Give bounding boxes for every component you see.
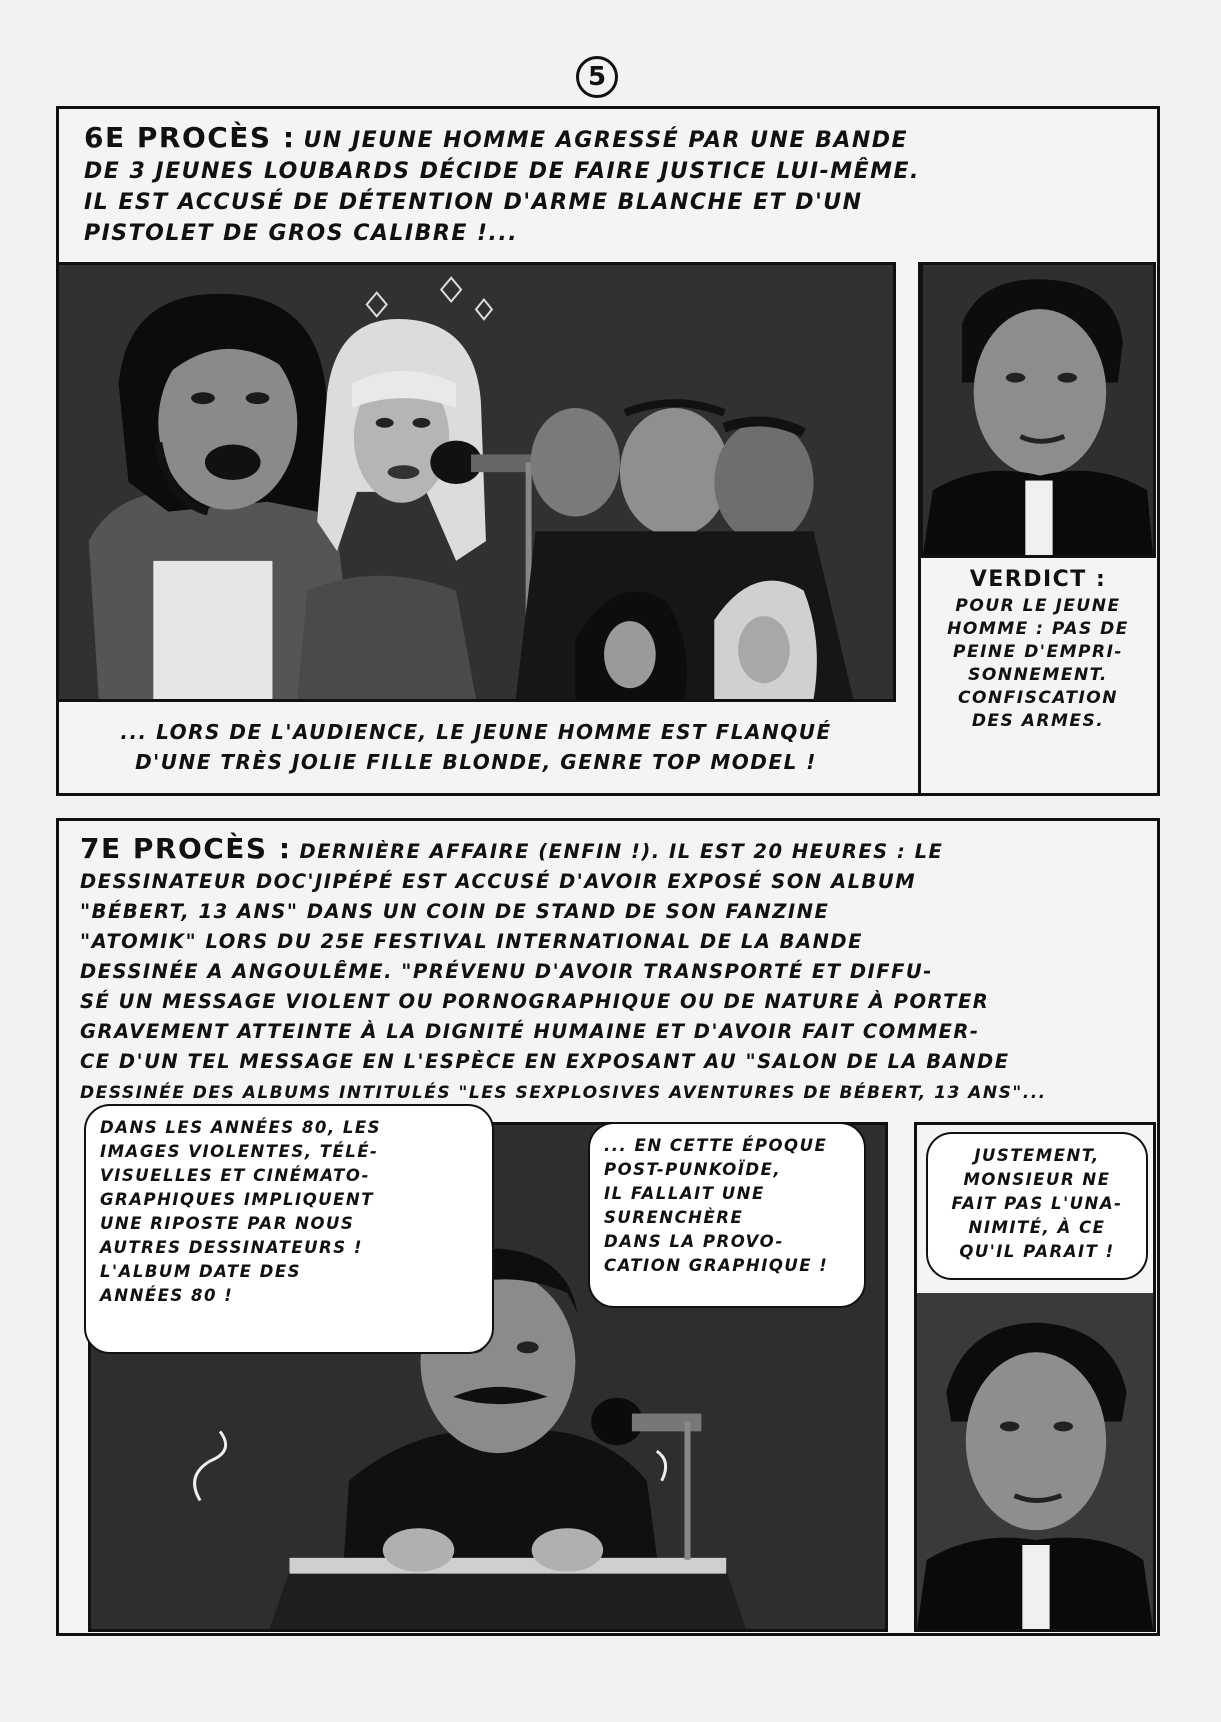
trial-7-line-3: "BÉBERT, 13 ANS" DANS UN COIN DE STAND DE SON FANZINE [80, 900, 830, 923]
trial-6-verdict [920, 558, 1156, 796]
courtroom-crowd-panel [56, 262, 896, 702]
trial-7-label: 7E PROCÈS : [80, 832, 292, 865]
courtroom-crowd-illustration [59, 265, 893, 699]
trial-6-panel-caption [60, 702, 892, 792]
trial-6-line-3: IL EST ACCUSÉ DE DÉTENTION D'ARME BLANCHE ET D'UN [84, 190, 863, 215]
verdict-line-1: POUR LE JEUNE [955, 596, 1121, 616]
bubble-left-line-7: L'ALBUM DATE DES [100, 1262, 301, 1281]
bubble-left-line-3: VISUELLES ET CINÉMATO- [100, 1166, 371, 1185]
trial-6-line-1: UN JEUNE HOMME AGRESSÉ PAR UNE BANDE [303, 128, 909, 153]
verdict-title: VERDICT : [969, 567, 1107, 592]
bubble-right-line-1: JUSTEMENT, [974, 1146, 1100, 1165]
verdict-line-6: DES ARMES. [971, 711, 1105, 731]
bubble-right-line-5: QU'IL PARAIT ! [959, 1242, 1115, 1261]
verdict-line-2: HOMME : PAS DE [947, 619, 1129, 639]
trial-7-line-4: "ATOMIK" LORS DU 25E FESTIVAL INTERNATIONAL DE LA BANDE [80, 930, 863, 953]
verdict-divider [918, 262, 921, 796]
bubble-left-line-1: DANS LES ANNÉES 80, LES [100, 1118, 382, 1137]
speech-bubble-middle [588, 1122, 866, 1308]
trial-7-caption [62, 826, 1156, 1122]
bubble-mid-line-2: POST-PUNKOÏDE, [604, 1160, 782, 1179]
trial-6-line-2: DE 3 JEUNES LOUBARDS DÉCIDE DE FAIRE JUSTICE LUI-MÊME. [84, 159, 920, 184]
trial-6-caption [62, 112, 1152, 262]
bubble-mid-line-5: DANS LA PROVO- [604, 1232, 784, 1251]
bubble-left-line-5: UNE RIPOSTE PAR NOUS [100, 1214, 355, 1233]
bubble-mid-line-1: ... EN CETTE ÉPOQUE [604, 1136, 828, 1155]
bubble-mid-line-6: CATION GRAPHIQUE ! [604, 1256, 829, 1275]
bubble-left-line-6: AUTRES DESSINATEURS ! [100, 1238, 363, 1257]
page-number: 5 [576, 56, 618, 98]
trial-7-line-2: DESSINATEUR DOC'JIPÉPÉ EST ACCUSÉ D'AVOIR EXPOSÉ SON ALBUM [80, 870, 917, 893]
trial-7-line-1: DERNIÈRE AFFAIRE (ENFIN !). IL EST 20 HEURES : LE [299, 840, 944, 863]
bubble-mid-line-4: SURENCHÈRE [604, 1208, 744, 1227]
speech-bubble-left [84, 1104, 494, 1354]
trial-7-line-7: GRAVEMENT ATTEINTE À LA DIGNITÉ HUMAINE ET D'AVOIR FAIT COMMER- [80, 1020, 980, 1043]
trial-6-label: 6E PROCÈS : [84, 121, 296, 154]
bubble-right-line-3: FAIT PAS L'UNA- [951, 1194, 1123, 1213]
panel-caption-line-1: ... LORS DE L'AUDIENCE, LE JEUNE HOMME EST FLANQUÉ [120, 720, 832, 744]
speech-bubble-right [926, 1132, 1148, 1280]
trial-6-line-4: PISTOLET DE GROS CALIBRE !... [84, 221, 519, 246]
verdict-line-5: CONFISCATION [958, 688, 1118, 708]
verdict-line-3: PEINE D'EMPRI- [953, 642, 1123, 662]
trial-7-line-8: CE D'UN TEL MESSAGE EN L'ESPÈCE EN EXPOSANT AU "SALON DE LA BANDE [80, 1050, 1010, 1073]
judge-panel-1 [920, 262, 1156, 558]
trial-7-line-6: SÉ UN MESSAGE VIOLENT OU PORNOGRAPHIQUE OU DE NATURE À PORTER [80, 990, 990, 1013]
bubble-left-line-8: ANNÉES 80 ! [100, 1286, 234, 1305]
panel-caption-line-2: D'UNE TRÈS JOLIE FILLE BLONDE, GENRE TOP MODEL ! [135, 750, 817, 774]
bubble-right-line-2: MONSIEUR NE [963, 1170, 1111, 1189]
trial-7-line-9: DESSINÉE DES ALBUMS INTITULÉS "LES SEXPLOSIVES AVENTURES DE BÉBERT, 13 ANS"... [80, 1083, 1047, 1103]
bubble-left-line-2: IMAGES VIOLENTES, TÉLÉ- [100, 1142, 379, 1161]
bubble-left-line-4: GRAPHIQUES IMPLIQUENT [100, 1190, 374, 1209]
bubble-mid-line-3: IL FALLAIT UNE [604, 1184, 765, 1203]
verdict-line-4: SONNEMENT. [968, 665, 1108, 685]
trial-7-line-5: DESSINÉE A ANGOULÊME. "PRÉVENU D'AVOIR TRANSPORTÉ ET DIFFU- [80, 960, 933, 983]
judge-portrait-1 [923, 265, 1153, 555]
bubble-right-line-4: NIMITÉ, À CE [968, 1218, 1106, 1237]
